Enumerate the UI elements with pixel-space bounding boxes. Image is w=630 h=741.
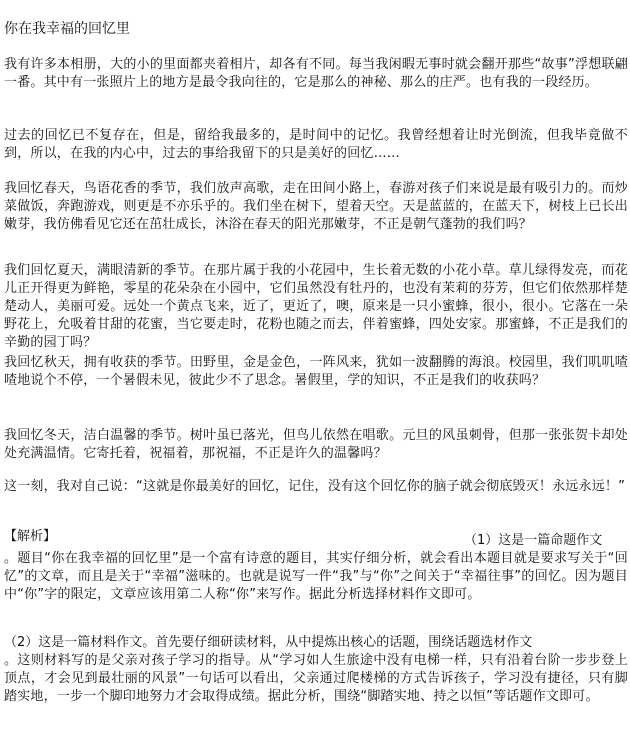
essay-paragraph-2: 过去的回忆已不复存在，但是，留给我最多的，是时间中的记忆。我曾经想着让时光倒流，但我毕竟做不到，所以，在我的内心中，过去的事给我留下的只是美好的回忆…… (4, 128, 628, 161)
essay-paragraph-7: 这一刻，我对自己说：“这就是你最美好的回忆，记住，没有这个回忆你的脑子就会彻底毁灭！永远永远！” (4, 479, 626, 494)
essay-paragraph-3: 我回忆春天，鸟语花香的季节，我们放声高歌，走在田间小路上，春游对孩子们来说是最有吸引力的。而炒菜做饭，奔跑游戏，则更是不亦乐乎的。我们坐在树下，望着天空。天是蓝蓝的，在蓝天下，树枝上已长出嫩芽，我仿佛看见它还在茁壮成长，沐浴在春天的阳光那嫩芽，不正是朝气蓬勃的我们吗？ (4, 181, 628, 232)
analysis-part1-body: 。题目“你在我幸福的回忆里”是一个富有诗意的题目，其实仔细分析，就会看出本题目就是要求写关于“回忆”的文章，而且是关于“幸福”滋味的。也就是说写一件“我”与“你”之间关于“幸福往事”的回忆。因为题目中“你”字的限定，文章应该用第二人称“你”来写作。据此分析选择材料作文即可。 (4, 551, 628, 602)
analysis-marker-1-number: （1） (464, 533, 499, 548)
essay-paragraph-4: 我们回忆夏天，满眼清新的季节。在那片属于我的小花园中，生长着无数的小花小草。草儿绿得发亮，而花儿正开得更为鲜艳，零星的花朵杂在小园中，它们虽然没有牡丹的，也没有茉莉的芬芳，但它们依然那样楚楚动人，美丽可爱。远处一个黄点飞来，近了，更近了，噢，原来是一只小蜜蜂，很小，很小。它落在一朵野花上，允吸着甘甜的花蜜，当它要走时，花粉也随之而去，伴着蜜蜂，四处安家。那蜜蜂，不正是我们的辛勤的园丁吗？ (4, 263, 628, 350)
essay-paragraph-5: 我回忆秋天，拥有收获的季节。田野里，金是金色，一阵风来，犹如一波翻腾的海浪。校园里，我们叽叽喳喳地说个不停，一个暑假未见，彼此少不了思念。暑假里，学的知识，不正是我们的收获吗？ (4, 355, 628, 388)
analysis-part2-body: 。这则材料写的是父亲对孩子学习的指导。从“学习如人生旅途中没有电梯一样，只有沿着台阶一步步登上顶点，才会见到最壮丽的风景”一句话可以看出，父亲通过爬楼梯的方式告诉孩子，学习没有捷径，只有脚踏实地，一步一个脚印地努力才会取得成绩。据此分析，围绕“脚踏实地、持之以恒”等话题作文即可。 (4, 653, 628, 704)
analysis-marker-1 (464, 532, 602, 550)
essay-paragraph-1: 我有许多本相册，大的小的里面都夹着相片，却各有不同。每当我闲暇无事时就会翻开那些“故事”浮想联翩一番。其中有一张照片上的地方是最令我向往的，它是那么的神秘、那么的庄严。也有我的一段经历。 (4, 57, 628, 90)
analysis-part1-head: 这是一篇命题作文 (498, 533, 603, 548)
analysis-marker-2 (4, 634, 532, 652)
analysis-part2-head: 这是一篇材料作文。首先要仔细研读材料，从中提炼出核心的话题，围绕话题选材作文 (38, 635, 533, 650)
analysis-label: 【解析】 (4, 529, 57, 544)
essay-title: 你在我幸福的回忆里 (4, 21, 130, 37)
analysis-marker-2-number: （2） (4, 635, 39, 650)
essay-paragraph-6: 我回忆冬天，洁白温馨的季节。树叶虽已落光，但鸟儿依然在唱歌。元旦的风虽刺骨，但那一张张贺卡却处处充满温情。它寄托着，祝福着，那祝福，不正是许久的温馨吗？ (4, 428, 628, 461)
